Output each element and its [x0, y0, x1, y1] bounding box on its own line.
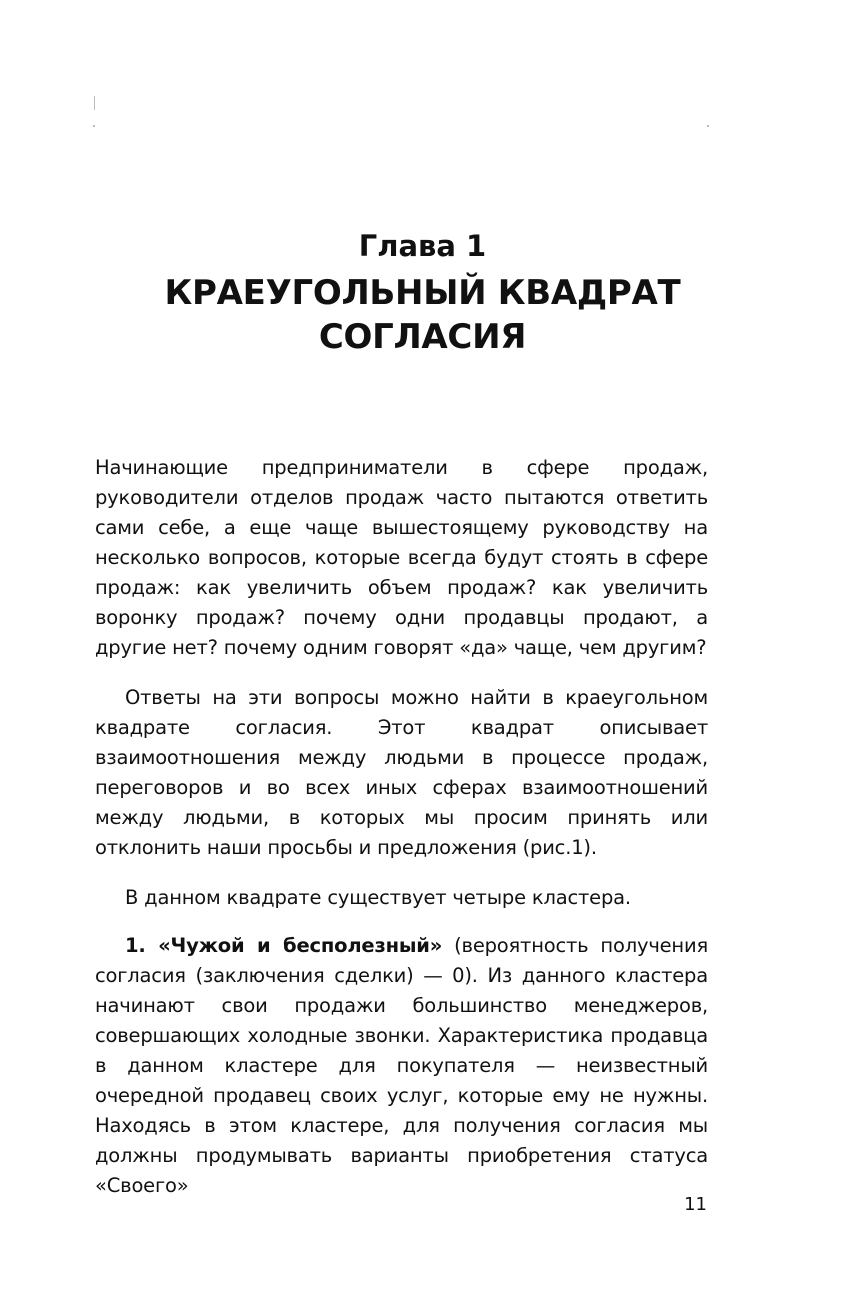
- body-text: [95, 453, 708, 1221]
- paragraph-clusters: В данном квадрате существует четыре кластера.: [125, 886, 631, 909]
- chapter-label: Глава 1: [358, 229, 487, 263]
- page-number: 11: [684, 1194, 707, 1215]
- chapter-title: КРАЕУГОЛЬНЫЙ КВАДРАТ СОГЛАСИЯ: [164, 273, 681, 357]
- paragraph-cluster-1: [95, 931, 708, 1201]
- crop-mark-dot-left: [93, 125, 95, 127]
- paragraph-answers: Ответы на эти вопросы можно найти в краеугольном квадрате согласия. Этот квадрат описывает взаимоотношения между людьми в процессе продаж, переговоров и во всех иных сферах взаимоотношений между людьми, в которых мы просим принять или отклонить наши просьбы и предложения (рис.1).: [95, 686, 708, 859]
- crop-mark-dot-right: [707, 125, 709, 127]
- cluster-1-heading: 1. «Чужой и бесполезный»: [125, 934, 443, 957]
- crop-mark-left: [94, 96, 95, 110]
- cluster-1-text: (вероятность получения согласия (заключения сделки) — 0). Из данного кластера начинают свои продажи большинство менеджеров, совершающих холодные звонки. Характеристика продавца в данном кластере для покупателя — неизвестный очередной продавец своих услуг, которые ему не нужны. Находясь в этом кластере, для получения согласия мы должны продумывать варианты приобретения статуса «Своего»: [95, 934, 708, 1197]
- paragraph-intro: Начинающие предприниматели в сфере продаж, руководители отделов продаж часто пытаются ответить сами себе, а еще чаще вышестоящему руководству на несколько вопросов, которые всегда будут стоять в сфере продаж: как увеличить объем продаж? как увеличить воронку продаж? почему одни продавцы продают, а другие нет? почему одним говорят «да» чаще, чем другим?: [95, 456, 708, 659]
